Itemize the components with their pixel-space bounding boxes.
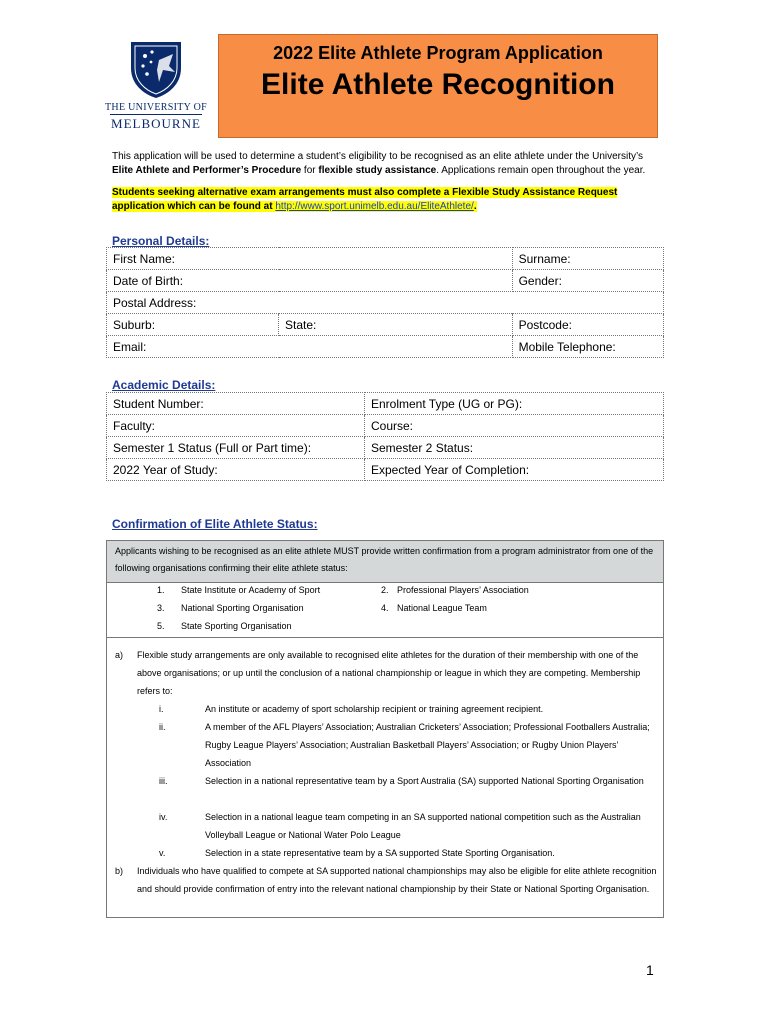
clause-a-text: Flexible study arrangements are only available to recognised elite athletes for the duration of their membership with one of the above organisations; or up until the conclusion of a national championship or league in which they are competing. Membership refers to:	[137, 650, 641, 696]
org-num: 1.	[157, 585, 165, 595]
organisation-list	[107, 583, 663, 638]
intro-bold2: flexible study assistance	[318, 165, 437, 176]
university-crest-icon	[125, 38, 187, 100]
elite-athlete-link[interactable]: http://www.sport.unimelb.edu.au/EliteAthlete/	[275, 201, 474, 212]
faculty-field[interactable]: Faculty:	[107, 415, 365, 437]
org-num: 4.	[381, 603, 389, 613]
org-text: State Institute or Academy of Sport	[181, 585, 321, 595]
semester1-field[interactable]: Semester 1 Status (Full or Part time):	[107, 437, 365, 459]
personal-details-table	[106, 247, 664, 358]
intro-paragraph	[112, 150, 664, 178]
header-banner	[218, 34, 658, 138]
surname-field[interactable]: Surname:	[512, 248, 663, 270]
org-text: National League Team	[397, 603, 487, 613]
course-field[interactable]: Course:	[365, 415, 664, 437]
banner-subtitle: 2022 Elite Athlete Program Application	[273, 43, 603, 63]
notice-end: .	[473, 201, 477, 212]
item-num: v.	[159, 848, 166, 858]
state-field[interactable]: State:	[279, 314, 513, 336]
postcode-field[interactable]: Postcode:	[512, 314, 663, 336]
intro-part2: for	[301, 165, 319, 176]
logo-line1: THE UNIVERSITY OF	[105, 102, 207, 113]
clause-b-label: b)	[115, 866, 124, 876]
item-text: Selection in a national league team competing in an SA supported national competition such as the Australian Volleyball League or National Water Polo League	[205, 812, 641, 840]
confirmation-head: Applicants wishing to be recognised as an elite athlete MUST provide written confirmation from a program administrator from one of the following organisations confirming their elite athlete status:	[107, 541, 663, 583]
notice-text: Students seeking alternative exam arrangements must also complete a Flexible Study Assistance Request application which can be found at	[112, 187, 618, 212]
item-num: iv.	[159, 812, 168, 822]
intro-part1: This application will be used to determine a student’s eligibility to be recognised as an elite athlete under the University’s	[112, 151, 644, 162]
enrolment-type-field[interactable]: Enrolment Type (UG or PG):	[365, 393, 664, 415]
confirmation-title: Confirmation of Elite Athlete Status:	[112, 517, 318, 531]
item-num: i.	[159, 704, 164, 714]
item-text: Selection in a state representative team by a SA supported State Sporting Organisation.	[205, 848, 555, 858]
logo-line2: MELBOURNE	[111, 116, 201, 131]
page-number: 1	[646, 962, 654, 978]
banner-title: Elite Athlete Recognition	[261, 68, 615, 101]
intro-bold1: Elite Athlete and Performer’s Procedure	[112, 165, 302, 176]
gender-field[interactable]: Gender:	[512, 270, 663, 292]
year-of-study-field[interactable]: 2022 Year of Study:	[107, 459, 365, 481]
postal-address-field[interactable]: Postal Address:	[107, 292, 664, 314]
dob-field[interactable]: Date of Birth:	[107, 270, 513, 292]
mobile-field[interactable]: Mobile Telephone:	[512, 336, 663, 358]
org-num: 3.	[157, 603, 165, 613]
student-number-field[interactable]: Student Number:	[107, 393, 365, 415]
org-text: State Sporting Organisation	[181, 621, 292, 631]
org-num: 5.	[157, 621, 165, 631]
org-text: Professional Players’ Association	[397, 585, 529, 595]
intro-part3: . Applications remain open throughout the year.	[436, 165, 646, 176]
semester2-field[interactable]: Semester 2 Status:	[365, 437, 664, 459]
completion-year-field[interactable]: Expected Year of Completion:	[365, 459, 664, 481]
item-num: ii.	[159, 722, 166, 732]
org-text: National Sporting Organisation	[181, 603, 304, 613]
item-text: An institute or academy of sport scholarship recipient or training agreement recipient.	[205, 704, 544, 714]
notice-paragraph	[112, 186, 664, 214]
first-name-field[interactable]: First Name:	[107, 248, 513, 270]
clause-a-label: a)	[115, 650, 124, 660]
suburb-field[interactable]: Suburb:	[107, 314, 279, 336]
item-text: Selection in a national representative team by a Sport Australia (SA) supported National Sporting Organisation	[205, 776, 644, 786]
email-field[interactable]: Email:	[107, 336, 513, 358]
academic-details-table	[106, 392, 664, 481]
org-num: 2.	[381, 585, 389, 595]
personal-details-title: Personal Details:	[112, 234, 210, 248]
item-num: iii.	[159, 776, 168, 786]
confirmation-box	[106, 540, 664, 918]
academic-details-title: Academic Details:	[112, 378, 216, 392]
item-text: A member of the AFL Players’ Association; Australian Cricketers’ Association; Professional Footballers Australia; Rugby League Players’ Association; Australian Basketball Players’ Association; or Rugby Union Players’ Association	[205, 722, 650, 768]
university-logo	[104, 38, 208, 138]
clause-b-text: Individuals who have qualified to compete at SA supported national championships may also be eligible for elite athlete recognition and should provide confirmation of entry into the relevant national championship by their State or National Sporting Organisation.	[137, 866, 657, 894]
